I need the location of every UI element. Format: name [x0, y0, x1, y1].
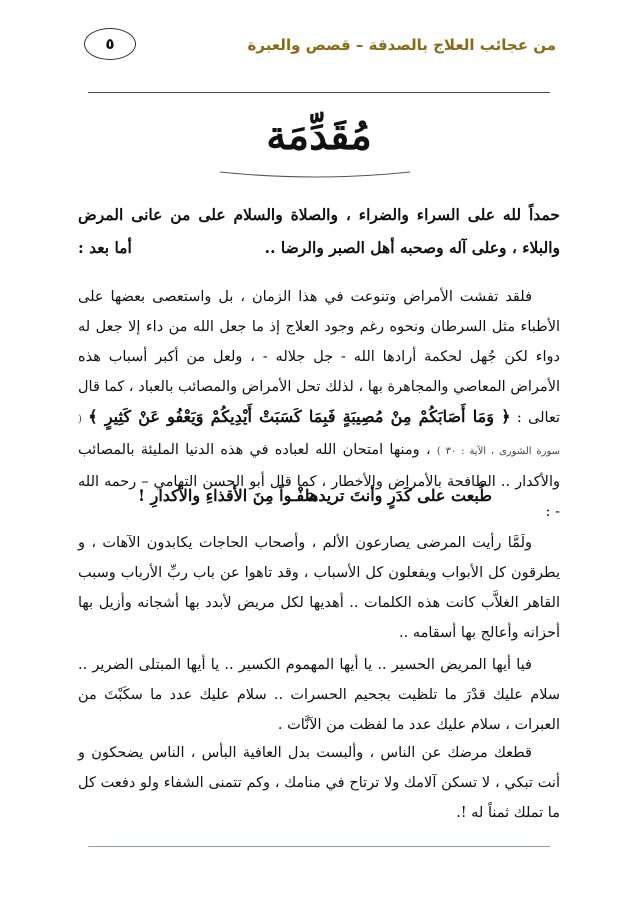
amma-baad: أما بعد :: [78, 238, 132, 257]
paragraph-1-text-cont: ، ومنها امتحان الله لعباده في هذه الدنيا المليئة بالمصائب والأكدار .. الطافحة بالأمراض والأخطار ، كما قال أبو الحسن التهامي – رحمه الله - :: [78, 442, 560, 520]
paragraph-3-text: فيا أيها المريض الحسير .. يا أيها المهموم الكسير .. يا أيها المبتلى الضرير .. سلام عليك قدْرَ ما تلظيت بجحيم الحسرات .. سلام عليك عدد ما سكَبْتَ من العبرات ، سلام عليك عدد ما لفظت من الآنَّات .: [78, 657, 560, 733]
opening-praise: [78, 198, 560, 264]
poem-second-hemistich: صَفْـواً مِنَ الأقذاءِ والأكدارِ !: [138, 486, 319, 505]
quran-verse: ﴿ وَمَا أَصَابَكُمْ مِنْ مُصِيبَةٍ فَبِمَا كَسَبَتْ أَيْدِيكُمْ وَيَعْفُو عَنْ كَثِيرٍ ﴾: [88, 407, 511, 426]
paragraph-4-text: قطعك مرضك عن الناس ، وألبست بدل العافية البأس ، الناس يضحكون و أنت تبكي ، لا تسكن آلامك ولا ترتاح في منامك ، وكم تتمنى الشفاء ولو دفعت كل ما تملك ثمناً له !.: [78, 745, 560, 821]
paragraph-1-text: فلقد تفشت الأمراض وتنوعت في هذا الزمان ، بل واستعصى بعضها على الأطباء مثل السرطان ونحوه رغم وجود العلاج إذ ما جعل الله من داء إلا جعل له دواء لكن جُهل لحكمة أرادها الله - جل جلاله - ، ولعل من أكبر أسباب هذه الأمراض المعاصي والمجاهرة بها ، لذلك تحل الأمراض والمصائب بالعباد ، كما قال تعالى :: [78, 289, 560, 426]
paragraph-2: [78, 528, 560, 648]
paragraph-2-text: ولَمَّا رأيت المرضى يصارعون الألم ، وأصحاب الحاجات يكابدون الآهات ، و يطرقون كل الأبواب ويفعلون كل الأسباب ، وقد تاهوا عن باب ربِّ الأرباب وسبب القاهر الغلاَّب كانت هذه الكلمات .. أهديها لكل مريض لأبدد بها أشجانه وأزيل بها أحزانه وأعالج بها أسقامه ..: [78, 535, 560, 641]
paragraph-3: [78, 650, 560, 740]
running-title: من عجائب العلاج بالصدقة – قصص والعبرة: [247, 36, 556, 54]
opening-line: حمداً لله على السراء والضراء ، والصلاة والسلام على من عانى المرض والبلاء ، وعلى آله وصحبه أهل الصبر والرضا ..: [78, 205, 560, 257]
header-divider: [88, 92, 550, 93]
chapter-title: مُقَدِّمَة: [266, 112, 372, 159]
verse-reference: ( سورة الشورى ، الآية : ٣٠ ): [78, 414, 560, 457]
poem-verse: [78, 486, 560, 516]
paragraph-4: [78, 738, 560, 828]
footer-divider: [88, 846, 550, 847]
page-header: [78, 28, 556, 68]
poem-first-hemistich: طُبعت على كَدَرٍ وأنتَ تريدها: [305, 486, 492, 505]
page-number-badge: ٥: [84, 28, 136, 60]
